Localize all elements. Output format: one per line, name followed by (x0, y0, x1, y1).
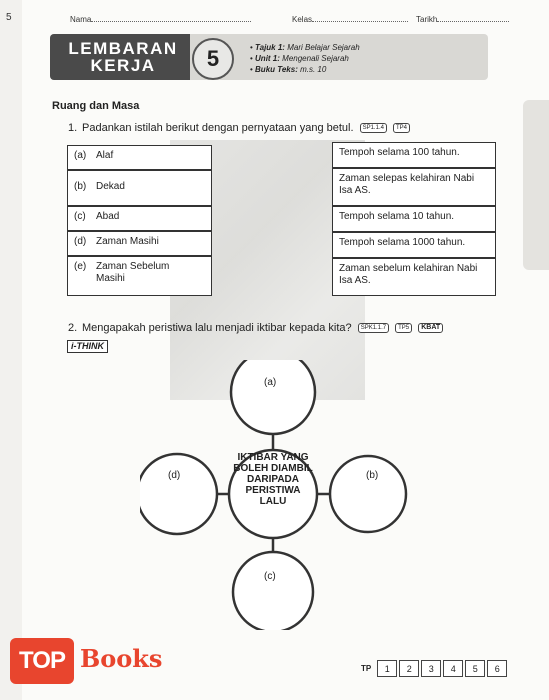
definition-box-1[interactable]: Tempoh selama 100 tahun. (332, 142, 496, 168)
tp-tag: TP4 (393, 123, 410, 133)
term-box-a[interactable]: (a) Alaf (67, 145, 212, 170)
bubble-a (231, 360, 315, 434)
question-2: 2. Mengapakah peristiwa lalu menjadi iktibar kepada kita? SPK1.1.7 TP5 KBAT (68, 322, 443, 334)
skill-tag: SPK1.1.7 (358, 323, 389, 333)
definition-box-5[interactable]: Zaman sebelum kelahiran Nabi Isa AS. (332, 258, 496, 296)
topbooks-logo-books: Books (80, 644, 163, 673)
section-title: Ruang dan Masa (52, 100, 140, 112)
bubble-d-label[interactable]: (d) (168, 470, 181, 481)
term-box-d[interactable]: (d) Zaman Masihi (67, 231, 212, 256)
centre-bubble-text: IKTIBAR YANG BOLEH DIAMBIL DARIPADA PERISTIWA LALU (233, 452, 313, 507)
definition-box-3[interactable]: Tempoh selama 10 tahun. (332, 206, 496, 232)
info-unit: • Unit 1: Mengenali Sejarah (250, 54, 349, 63)
definition-box-4[interactable]: Tempoh selama 1000 tahun. (332, 232, 496, 258)
definition-box-2[interactable]: Zaman selepas kelahiran Nabi Isa AS. (332, 168, 496, 206)
skill-tag: SP1.1.4 (360, 123, 387, 133)
tp-level-5[interactable]: 5 (465, 660, 485, 677)
term-box-b[interactable]: (b) Dekad (67, 170, 212, 206)
question-1: 1. Padankan istilah berikut dengan pernyataan yang betul. SP1.1.4 TP4 (68, 122, 410, 134)
tp-tag: TP5 (395, 323, 412, 333)
tp-scale (361, 660, 509, 677)
topbooks-logo-top: TOP (10, 638, 74, 684)
name-field[interactable]: Nama (70, 14, 251, 24)
kbat-tag: KBAT (418, 323, 443, 333)
term-box-e[interactable]: (e) Zaman Sebelum Masihi (67, 256, 212, 296)
page-number: 5 (6, 12, 12, 23)
bubble-d (140, 454, 217, 534)
ithink-badge: i-THINK (67, 340, 108, 353)
bubble-c (233, 552, 313, 630)
tp-level-3[interactable]: 3 (421, 660, 441, 677)
bubble-c-label[interactable]: (c) (264, 571, 276, 582)
info-textbook: • Buku Teks: m.s. 10 (250, 65, 327, 74)
class-field[interactable]: Kelas (292, 14, 408, 24)
bubble-b (330, 456, 406, 532)
banner-title: LEMBARAN KERJA (68, 39, 178, 75)
tp-level-1[interactable]: 1 (377, 660, 397, 677)
banner-info (250, 42, 360, 75)
bubble-b-label[interactable]: (b) (366, 470, 379, 481)
worksheet-number-badge: 5 (192, 38, 234, 80)
tp-level-4[interactable]: 4 (443, 660, 463, 677)
info-topic: • Tajuk 1: Mari Belajar Sejarah (250, 43, 360, 52)
side-tab (523, 100, 549, 270)
tp-level-2[interactable]: 2 (399, 660, 419, 677)
tp-level-6[interactable]: 6 (487, 660, 507, 677)
date-field[interactable]: Tarikh (416, 14, 509, 24)
bubble-a-label[interactable]: (a) (264, 377, 277, 388)
term-box-c[interactable]: (c) Abad (67, 206, 212, 231)
tp-scale-label: TP (361, 664, 372, 673)
